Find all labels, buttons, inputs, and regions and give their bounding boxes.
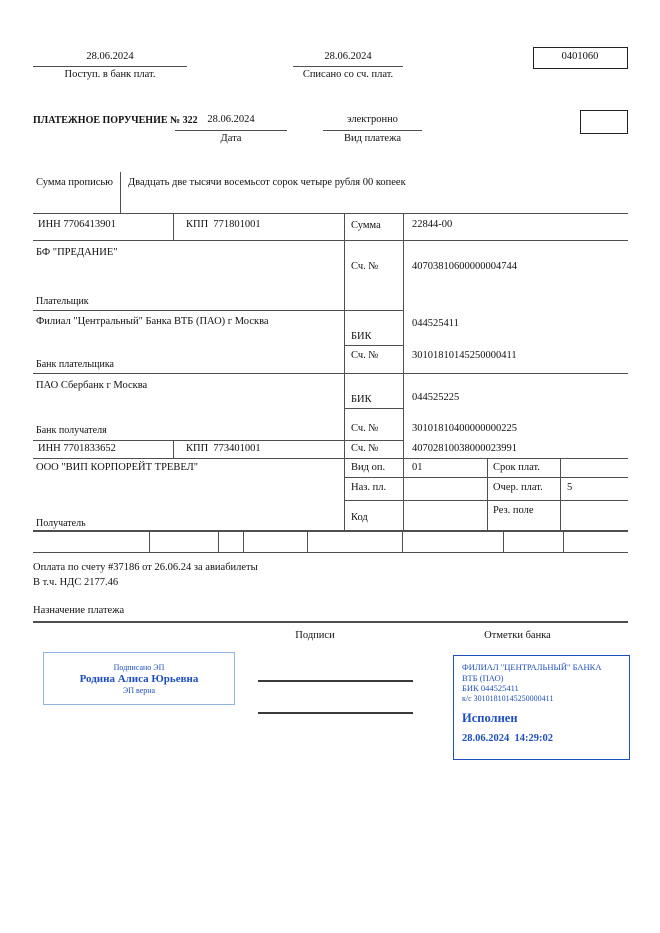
payer-name: БФ "ПРЕДАНИЕ" [36, 247, 118, 258]
payment-kind-value: электронно [347, 114, 398, 125]
priority-value: 5 [567, 482, 573, 493]
line-under-purpose [33, 621, 628, 623]
op-type-value: 01 [412, 462, 423, 473]
doc-date-underline [175, 130, 287, 131]
received-in-bank-label: Поступ. в банк плат. [64, 69, 156, 80]
bank-stamp-branch-line-1: ФИЛИАЛ "ЦЕНТРАЛЬНЫЙ" БАНКА [462, 662, 602, 672]
doc-date-label: Дата [220, 133, 242, 144]
signature-line-2 [258, 712, 413, 714]
payer-section-label: Плательщик [36, 296, 89, 307]
beneficiary-bank-account: 30101810400000000225 [412, 423, 517, 434]
bottom-row-divider-3 [243, 532, 244, 552]
payment-kind-underline [323, 130, 422, 131]
signatures-heading: Подписи [295, 630, 335, 641]
beneficiary-acc-label: Сч. № [351, 443, 379, 454]
purpose-code-label: Наз. пл. [351, 482, 387, 493]
label-column-left-line [344, 213, 345, 531]
payer-account-label: Сч. № [351, 261, 379, 272]
payer-bank-bik: 044525411 [412, 318, 459, 329]
amount-words-value: Двадцать две тысячи восемьсот сорок четыре рубля 00 копеек [128, 177, 406, 188]
bank-stamp-status: Исполнен [462, 711, 518, 726]
signature-line-1 [258, 680, 413, 682]
line-under-priority-row [344, 500, 628, 501]
op-type-label: Вид оп. [351, 462, 386, 473]
debited-date: 28.06.2024 [324, 51, 372, 62]
line-under-op-row [344, 477, 628, 478]
bottom-row-divider-2 [218, 532, 219, 552]
bank-stamp [453, 655, 630, 760]
payer-bank-acc-label: Сч. № [351, 350, 379, 361]
beneficiary-section-label: Получатель [36, 518, 86, 529]
doc-date: 28.06.2024 [207, 114, 255, 125]
amount-words-divider [120, 172, 121, 213]
sum-value: 22844-00 [412, 219, 453, 230]
bottom-row-divider-7 [563, 532, 564, 552]
payer-kpp: КПП 771801001 [186, 219, 261, 230]
beneficiary-inn: ИНН 7701833652 [38, 443, 116, 454]
line-under-inn-row [33, 240, 628, 241]
beneficiary-bank-bik-label: БИК [351, 394, 372, 405]
bank-stamp-datetime: 28.06.2024 14:29:02 [462, 733, 553, 745]
payer-bank-name: Филиал "Центральный" Банка ВТБ (ПАО) г Москва [36, 316, 269, 327]
bank-stamp-corr-account: к/с 30101810145250000411 [462, 693, 554, 703]
form-code-box [533, 47, 628, 69]
bottom-row-divider-4 [307, 532, 308, 552]
debited-label: Списано со сч. плат. [302, 69, 394, 80]
beneficiary-inn-kpp-divider [173, 440, 174, 458]
line-under-beneficiary-bik-cell [344, 408, 404, 409]
reserve-field-label: Рез. поле [493, 505, 534, 516]
bottom-row-divider-5 [402, 532, 403, 552]
doc-title: ПЛАТЕЖНОЕ ПОРУЧЕНИЕ № 322 [33, 115, 198, 126]
payer-inn: ИНН 7706413901 [38, 219, 116, 230]
value-column-left-line [403, 213, 404, 531]
beneficiary-bank-name: ПАО Сбербанк г Москва [36, 380, 148, 391]
signature-stamp-signed-label: Подписано ЭП [113, 662, 165, 672]
received-date-underline [33, 66, 187, 67]
line-under-beneficiary [33, 530, 628, 532]
beneficiary-account: 40702810038000023991 [412, 443, 517, 454]
beneficiary-kpp: КПП 773401001 [186, 443, 261, 454]
signature-stamp-name: Родина Алиса Юрьевна [79, 672, 199, 685]
beneficiary-bank-acc-label: Сч. № [351, 423, 379, 434]
line-under-payer [33, 310, 403, 311]
beneficiary-bank-section-label: Банк получателя [36, 425, 107, 436]
bottom-row-divider-1 [149, 532, 150, 552]
payer-account: 40703810600000004744 [412, 261, 517, 272]
inn-kpp-divider [173, 213, 174, 240]
op-cells-divider-1 [487, 458, 488, 531]
payment-kind-label: Вид платежа [343, 133, 401, 144]
payer-bank-section-label: Банк плательщика [36, 359, 114, 370]
payment-type-box [580, 110, 628, 134]
beneficiary-bank-bik: 044525225 [412, 392, 460, 403]
bank-marks-heading: Отметки банка [484, 630, 551, 641]
code-label: Код [351, 512, 368, 523]
line-under-payer-bank [33, 373, 628, 374]
line-under-beneficiary-bank [33, 440, 403, 441]
purpose-line-1: Оплата по счету #37186 от 26.06.24 за авиабилеты [33, 562, 258, 573]
amount-words-label: Сумма прописью [36, 177, 114, 188]
payer-bank-account: 30101810145250000411 [412, 350, 517, 361]
bank-stamp-branch-line-2: ВТБ (ПАО) [462, 672, 504, 683]
bank-stamp-bik: БИК 044525411 [462, 683, 519, 694]
purpose-line-2: В т.ч. НДС 2177.46 [33, 577, 119, 588]
line-under-amount-words [33, 213, 628, 214]
form-code: 0401060 [561, 51, 599, 62]
line-under-beneficiary-inn-row [33, 458, 628, 459]
line-under-payer-bik-cell [344, 345, 404, 346]
signature-stamp-verified-label: ЭП верна [122, 685, 156, 695]
sum-label: Сумма [351, 220, 381, 231]
line-under-bottom-row [33, 552, 628, 553]
purpose-section-label: Назначение платежа [33, 605, 125, 616]
received-in-bank-date: 28.06.2024 [86, 51, 134, 62]
beneficiary-name: ООО "ВИП КОРПОРЕЙТ ТРЕВЕЛ" [36, 462, 199, 473]
signature-stamp [43, 652, 235, 705]
payer-bank-bik-label: БИК [351, 331, 372, 342]
debited-date-underline [293, 66, 403, 67]
payment-term-label: Срок плат. [493, 462, 540, 473]
priority-label: Очер. плат. [493, 482, 543, 493]
op-cells-divider-2 [560, 458, 561, 531]
bottom-row-divider-6 [503, 532, 504, 552]
